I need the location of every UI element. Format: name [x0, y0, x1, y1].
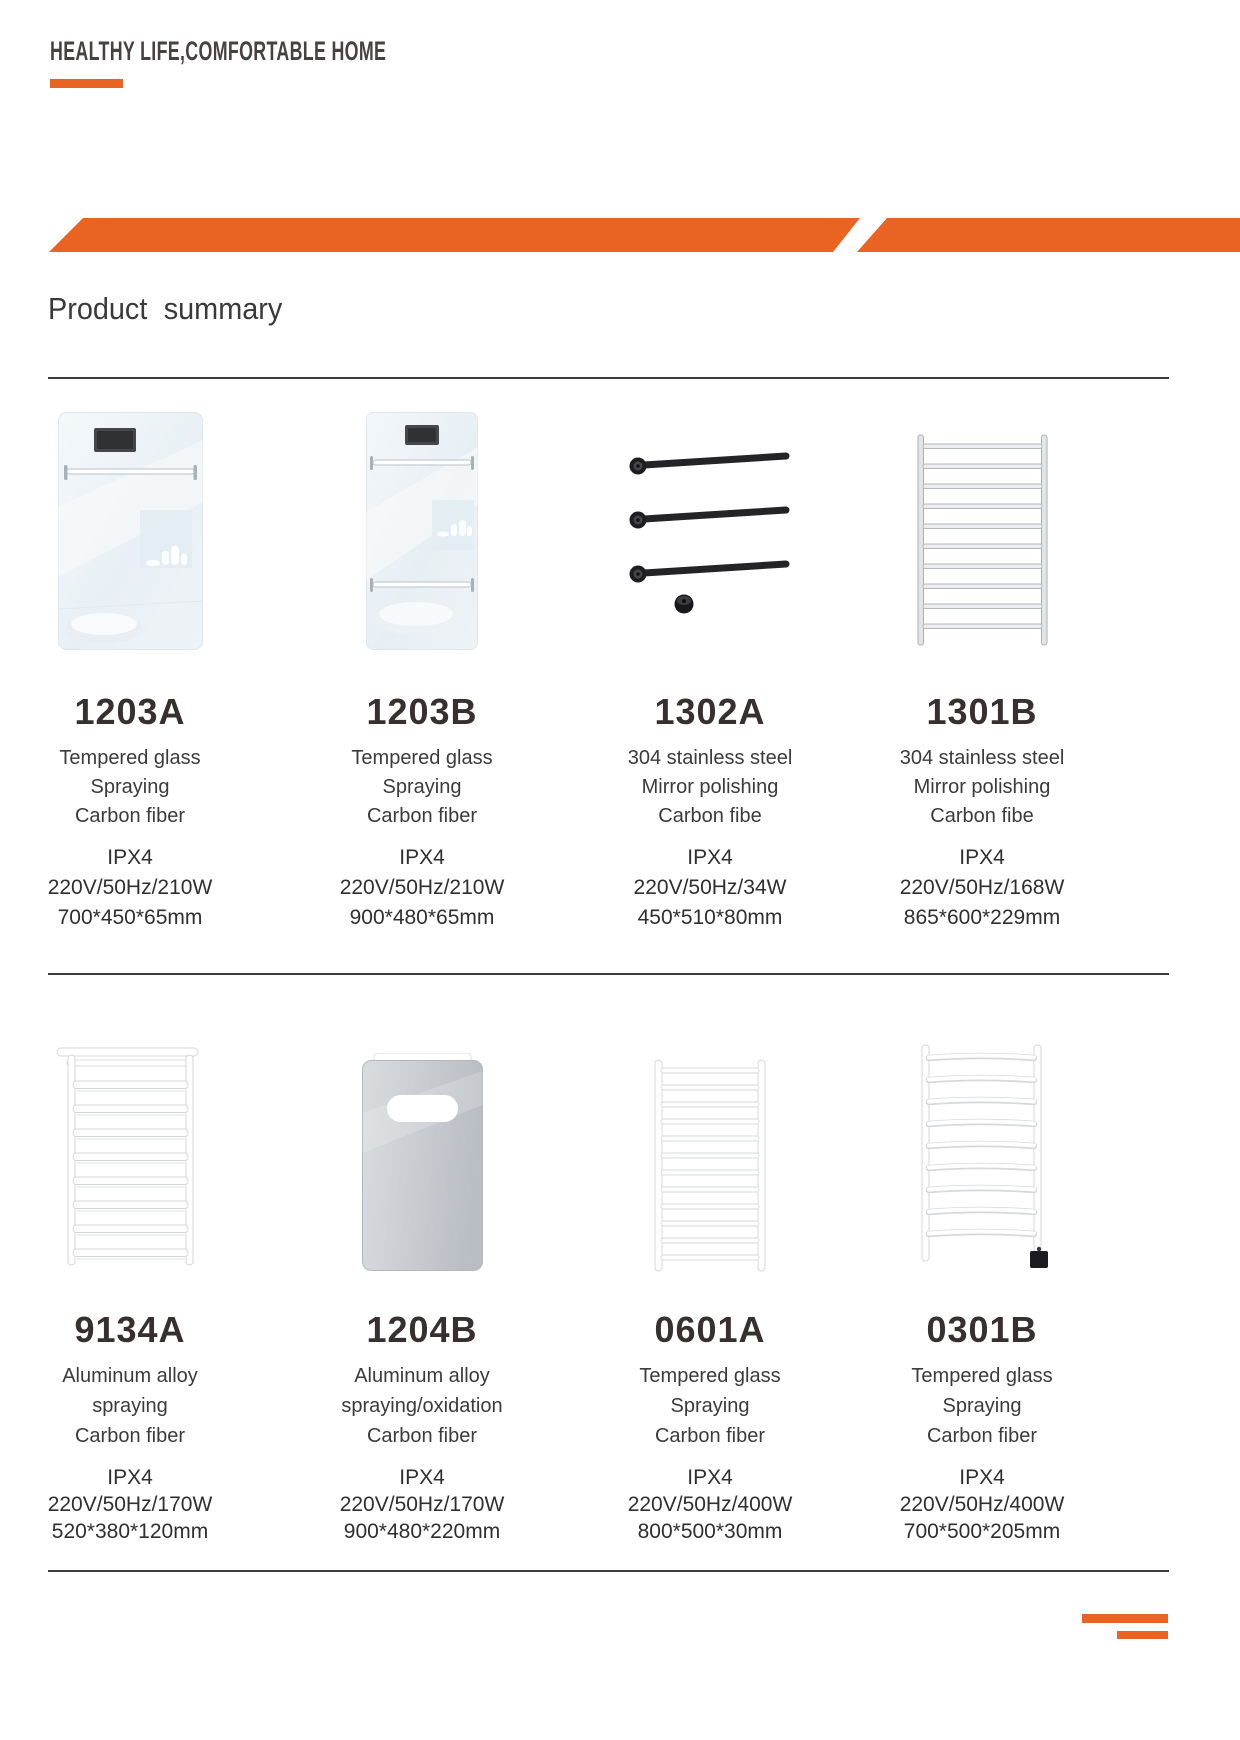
product-specs: [292, 1464, 552, 1545]
product-model: 0301B: [926, 1309, 1038, 1350]
material-line: Aluminum alloy: [354, 1365, 490, 1387]
ip-rating: IPX4: [687, 846, 733, 869]
product-image-wrap: [852, 412, 1112, 650]
material-line: Tempered glass: [639, 1365, 781, 1387]
dimensions-spec: 700*500*205mm: [903, 1520, 1061, 1543]
dimensions-spec: 900*480*220mm: [343, 1520, 501, 1543]
power-spec: 220V/50Hz/210W: [339, 876, 505, 899]
product-image-wrap: [852, 1010, 1112, 1273]
header-banner: [49, 218, 1240, 252]
product-card-1301b: [852, 377, 1112, 933]
product-specs: [580, 1464, 840, 1545]
material-line: 304 stainless steel: [627, 747, 793, 769]
dimensions-spec: 450*510*80mm: [637, 906, 783, 929]
ip-rating: IPX4: [107, 846, 153, 869]
product-model: 1203A: [74, 691, 186, 732]
white-ladder-rack-image: [650, 1058, 770, 1273]
ip-rating: IPX4: [959, 1466, 1005, 1489]
white-rack-black-box-image: [912, 1041, 1052, 1273]
chrome-ladder-rack-image: [910, 432, 1055, 650]
product-materials: [852, 1361, 1112, 1451]
dimensions-spec: 520*380*120mm: [51, 1520, 209, 1543]
material-line: Carbon fiber: [74, 805, 186, 827]
product-specs: [0, 1464, 260, 1545]
product-card-1302a: [580, 377, 840, 933]
product-specs: [852, 1464, 1112, 1545]
material-line: Spraying: [382, 776, 462, 798]
footer-accent-bar-1: [1082, 1614, 1168, 1623]
product-model: 0601A: [654, 1309, 766, 1350]
material-line: Tempered glass: [351, 747, 493, 769]
product-model: 1203B: [366, 691, 478, 732]
section-title: Product summary: [48, 291, 283, 326]
product-materials: [0, 1361, 260, 1451]
product-specs: [580, 843, 840, 933]
page-tagline: HEALTHY LIFE,COMFORTABLE HOME: [50, 36, 387, 66]
material-line: Aluminum alloy: [62, 1365, 198, 1387]
product-materials: [580, 744, 840, 831]
material-line: Tempered glass: [911, 1365, 1053, 1387]
power-spec: 220V/50Hz/400W: [627, 1493, 793, 1516]
black-swing-arms-image: [626, 441, 794, 621]
product-materials: [292, 1361, 552, 1451]
product-model: 9134A: [74, 1309, 186, 1350]
power-spec: 220V/50Hz/34W: [633, 876, 787, 899]
power-spec: 220V/50Hz/170W: [47, 1493, 213, 1516]
product-model: 1204B: [366, 1309, 478, 1350]
product-image-wrap: [580, 412, 840, 650]
product-card-1204b: [292, 973, 552, 1545]
dimensions-spec: 800*500*30mm: [637, 1520, 783, 1543]
material-line: Spraying: [942, 1395, 1022, 1417]
dimensions-spec: 700*450*65mm: [57, 906, 203, 929]
ip-rating: IPX4: [107, 1466, 153, 1489]
tagline-underline: [50, 79, 123, 88]
dimensions-spec: 900*480*65mm: [349, 906, 495, 929]
product-card-9134a: [0, 973, 260, 1545]
product-materials: [580, 1361, 840, 1451]
ip-rating: IPX4: [399, 846, 445, 869]
product-card-1203a: [0, 377, 260, 933]
product-image-wrap: [0, 1010, 260, 1273]
material-line: Mirror polishing: [913, 776, 1051, 798]
material-line: Tempered glass: [59, 747, 201, 769]
material-line: spraying: [92, 1395, 168, 1417]
ip-rating: IPX4: [399, 1466, 445, 1489]
glass-panel-two-bars-image: [366, 412, 478, 650]
material-line: Spraying: [670, 1395, 750, 1417]
material-line: Carbon fibe: [930, 805, 1034, 827]
material-line: Mirror polishing: [641, 776, 779, 798]
product-model: 1302A: [654, 691, 766, 732]
product-materials: [852, 744, 1112, 831]
power-spec: 220V/50Hz/210W: [47, 876, 213, 899]
banner-ribbon-shape: [49, 218, 1240, 252]
material-line: spraying/oxidation: [341, 1395, 503, 1417]
product-materials: [0, 744, 260, 831]
power-spec: 220V/50Hz/168W: [899, 876, 1065, 899]
material-line: 304 stainless steel: [899, 747, 1065, 769]
material-line: Carbon fiber: [366, 805, 478, 827]
power-spec: 220V/50Hz/170W: [339, 1493, 505, 1516]
material-line: Carbon fiber: [366, 1425, 478, 1447]
product-specs: [0, 843, 260, 933]
power-spec: 220V/50Hz/400W: [899, 1493, 1065, 1516]
white-ladder-shelf-rack-image: [55, 1043, 205, 1273]
ip-rating: IPX4: [687, 1466, 733, 1489]
footer-accent-bar-2: [1117, 1631, 1168, 1639]
material-line: Spraying: [90, 776, 170, 798]
product-card-1203b: [292, 377, 552, 933]
glass-panel-one-bar-image: [58, 412, 203, 650]
material-line: Carbon fibe: [658, 805, 762, 827]
ip-rating: IPX4: [959, 846, 1005, 869]
material-line: Carbon fiber: [74, 1425, 186, 1447]
product-specs: [292, 843, 552, 933]
product-image-wrap: [292, 412, 552, 650]
product-image-wrap: [580, 1010, 840, 1273]
material-line: Carbon fiber: [926, 1425, 1038, 1447]
material-line: Carbon fiber: [654, 1425, 766, 1447]
product-card-0301b: [852, 973, 1112, 1545]
dimensions-spec: 865*600*229mm: [903, 906, 1061, 929]
product-image-wrap: [0, 412, 260, 650]
gray-flat-panel-image: [360, 1053, 485, 1273]
product-image-wrap: [292, 1010, 552, 1273]
product-materials: [292, 744, 552, 831]
product-model: 1301B: [926, 691, 1038, 732]
product-card-0601a: [580, 973, 840, 1545]
product-specs: [852, 843, 1112, 933]
divider-bottom: [48, 1570, 1169, 1572]
